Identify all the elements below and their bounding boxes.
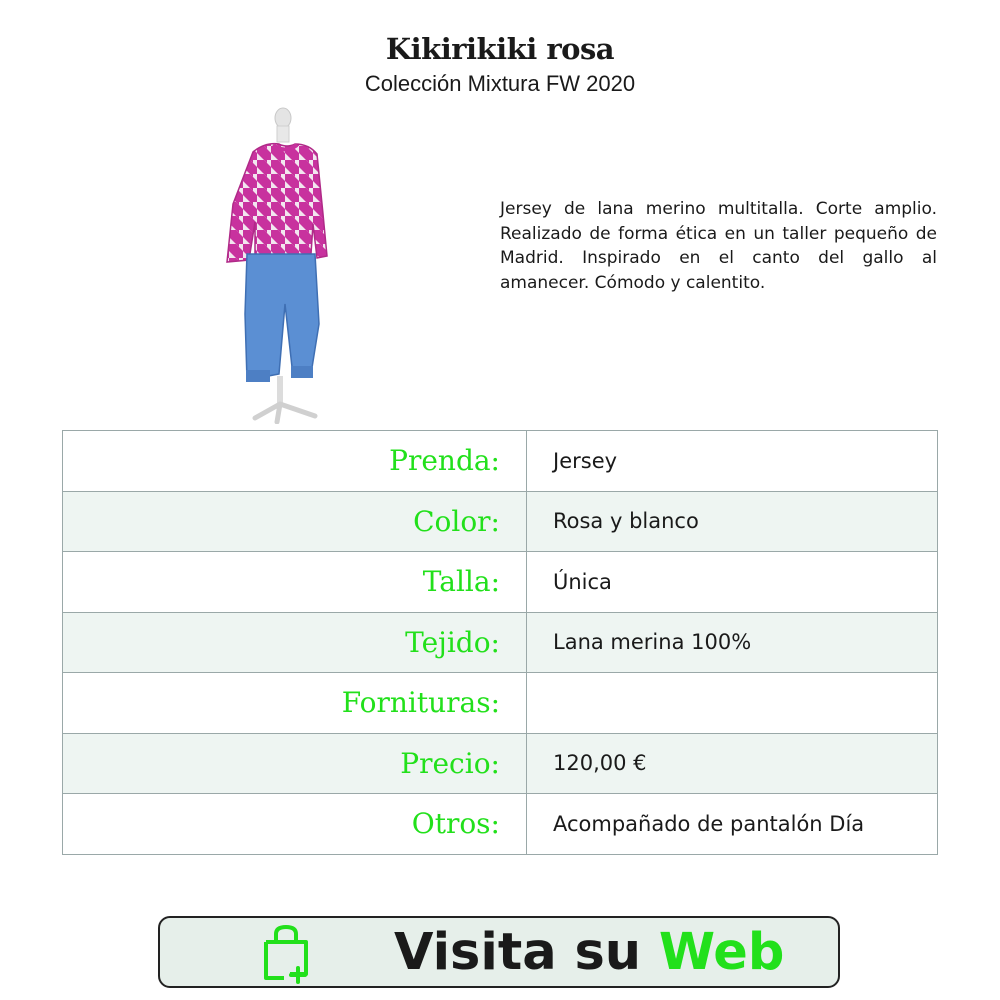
visit-web-button[interactable] <box>158 916 840 988</box>
product-image <box>215 104 340 424</box>
specs-table <box>62 430 938 855</box>
visit-text: Visita su <box>394 923 642 982</box>
mannequin-stand <box>255 404 315 422</box>
spec-label: Precio: <box>63 733 527 794</box>
sweater <box>227 144 327 262</box>
spec-label: Talla: <box>63 552 527 613</box>
pants <box>245 254 319 380</box>
collection-subtitle: Colección Mixtura FW 2020 <box>364 71 636 96</box>
table-row <box>63 673 938 734</box>
pants-cuff-left <box>246 370 270 382</box>
table-row <box>63 552 938 613</box>
page-title: Kikirikiki rosa <box>385 32 615 66</box>
spec-label: Fornituras: <box>63 673 527 734</box>
spec-value: Única <box>527 552 938 613</box>
table-row <box>63 794 938 855</box>
spec-value: Jersey <box>527 431 938 492</box>
table-row <box>63 733 938 794</box>
spec-value: 120,00 € <box>527 733 938 794</box>
table-row <box>63 612 938 673</box>
spec-label: Tejido: <box>63 612 527 673</box>
spec-label: Color: <box>63 491 527 552</box>
mannequin-head <box>275 108 291 128</box>
spec-value <box>527 673 938 734</box>
spec-value: Lana merina 100% <box>527 612 938 673</box>
table-row <box>63 491 938 552</box>
spec-label: Prenda: <box>63 431 527 492</box>
visit-web-label <box>394 920 784 986</box>
web-accent-text: Web <box>658 923 785 982</box>
shopping-bag-plus-icon <box>258 924 314 984</box>
spec-value: Acompañado de pantalón Día <box>527 794 938 855</box>
mannequin-neck <box>277 126 289 142</box>
spec-value: Rosa y blanco <box>527 491 938 552</box>
spec-label: Otros: <box>63 794 527 855</box>
pants-cuff-right <box>291 366 313 378</box>
table-row <box>63 431 938 492</box>
product-description: Jersey de lana merino multitalla. Corte amplio. Realizado de forma ética en un taller pequeño de Madrid. Inspirado en el canto del gallo al amanecer. Cómodo y calentito. <box>500 199 937 293</box>
